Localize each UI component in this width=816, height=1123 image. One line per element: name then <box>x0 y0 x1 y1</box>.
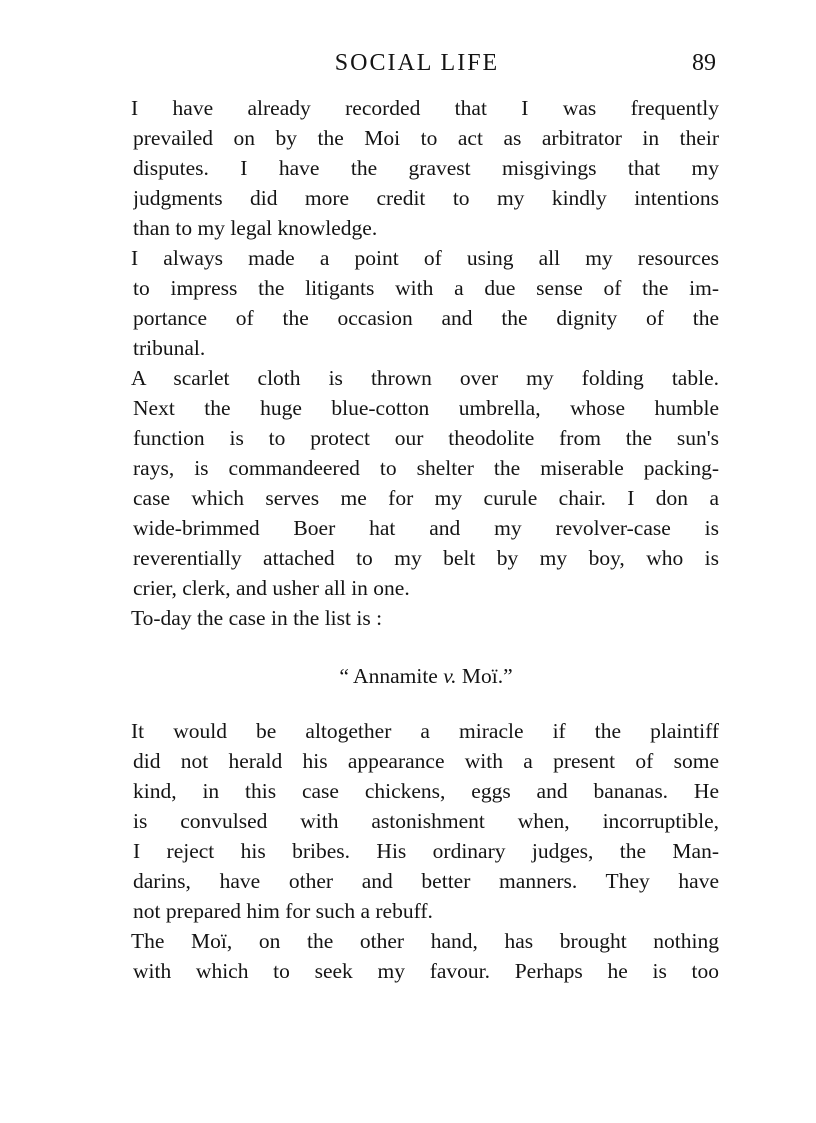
text-line: I reject his bribes. His ordinary judges, the Man- <box>133 839 719 863</box>
text-line: portance of the occasion and the dignity of the <box>133 306 719 330</box>
text-line: I have already recorded that I was frequently <box>131 96 719 120</box>
text-line: wide-brimmed Boer hat and my revolver-case is <box>133 516 719 540</box>
text-line: crier, clerk, and usher all in one. <box>133 576 410 600</box>
text-line: Next the huge blue-cotton umbrella, whose humble <box>133 396 719 420</box>
case-versus: v. <box>443 664 457 688</box>
case-title <box>133 661 719 691</box>
text-line: A scarlet cloth is thrown over my folding table. <box>131 366 719 390</box>
page-number: 89 <box>692 50 716 76</box>
text-line: prevailed on by the Moi to act as arbitrator in their <box>133 126 719 150</box>
text-line: The Moï, on the other hand, has brought nothing <box>131 929 719 953</box>
text-line: judgments did more credit to my kindly intentions <box>133 186 719 210</box>
case-party-a: Annamite <box>353 664 438 688</box>
text-line: I always made a point of using all my resources <box>131 246 719 270</box>
text-line: To-day the case in the list is : <box>131 606 383 630</box>
text-line: reverentially attached to my belt by my boy, who is <box>133 546 719 570</box>
case-party-b: Moï.” <box>461 664 513 688</box>
text-line: function is to protect our theodolite from the sun's <box>133 426 719 450</box>
chapter-title: SOCIAL LIFE <box>334 50 500 76</box>
text-line: disputes. I have the gravest misgivings that my <box>133 156 719 180</box>
text-line: with which to seek my favour. Perhaps he is too <box>133 959 719 983</box>
text-line: to impress the litigants with a due sense of the im- <box>133 276 719 300</box>
text-line: is convulsed with astonishment when, incorruptible, <box>133 809 719 833</box>
text-line: tribunal. <box>133 336 206 360</box>
text-line: case which serves me for my curule chair. I don a <box>133 486 719 510</box>
case-open-quote: “ <box>339 664 354 688</box>
text-line: rays, is commandeered to shelter the miserable packing- <box>133 456 719 480</box>
text-line: than to my legal knowledge. <box>133 216 378 240</box>
text-line: darins, have other and better manners. They have <box>133 869 719 893</box>
text-line: not prepared him for such a rebuff. <box>133 899 433 923</box>
text-line: It would be altogether a miracle if the plaintiff <box>131 719 719 743</box>
text-line: kind, in this case chickens, eggs and bananas. He <box>133 779 719 803</box>
text-line: did not herald his appearance with a present of some <box>133 749 719 773</box>
